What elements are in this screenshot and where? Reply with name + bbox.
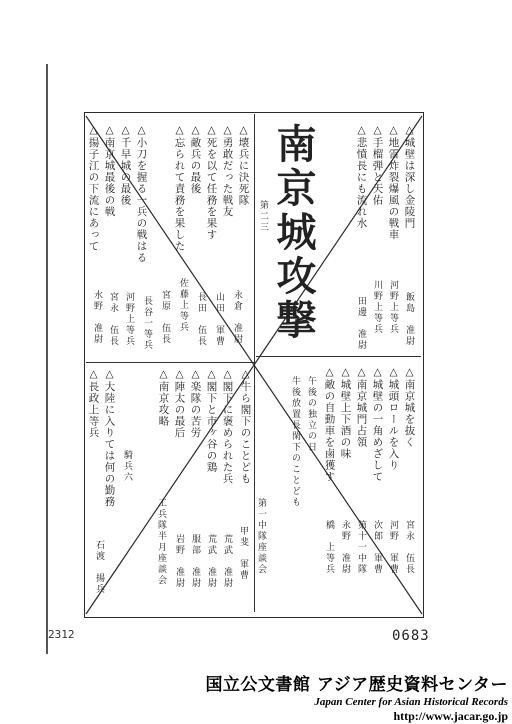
byline: 荒武 准尉 [222,534,232,589]
byline: 佐藤上等兵 [178,278,188,333]
text-column: △牛ら閣下のことども [239,368,252,485]
byline: 甲斐 軍曹 [238,526,248,581]
text-column: △悲憤長にも流れ水 [355,124,368,229]
section-marker: 第二三 [258,200,268,233]
reference-number: 2312 [48,628,75,641]
page-edge [46,64,48,654]
page-number: 0683 [392,628,430,644]
byline: 岩野 准尉 [174,534,184,589]
text-column: △壊兵に決死隊 [237,124,250,206]
section-marker: 騎兵六 [122,450,132,483]
byline: 永倉 准尉 [232,290,242,345]
text-column: △勇敢だった戦友 [221,124,234,218]
byline: 服部 准尉 [190,534,200,589]
text-column: △南京城を抜く [403,366,416,448]
text-column: △閣下に褒められた兵 [221,368,234,485]
byline: 田邊 准尉 [356,296,366,351]
text-column: △南京城最後の戦 [103,124,116,218]
byline: 宮永 伍長 [108,292,118,347]
byline: 河野上等兵 [124,292,134,347]
archive-name-en: Japan Center for Asian Historical Records [314,696,508,708]
text-column: 午後の独立の日 [306,376,316,453]
text-column: △閣下と市ヶ谷の鶏 [205,368,218,473]
archive-footer [190,670,508,723]
text-column: △死を以て任務を果す [205,124,218,241]
byline: 河野 軍曹 [388,520,398,575]
byline: 宮永 伍長 [404,520,414,575]
text-column: △揚子江の下流にあって [87,124,100,252]
text-column: △千早城の最後 [119,124,132,206]
byline: 第十一中隊 [356,520,366,575]
byline: 永野 准尉 [340,520,350,575]
byline: 長田 伍長 [196,292,206,347]
byline: 工兵隊半月座談会 [156,498,166,586]
text-column: △城頭ロールを入り [387,366,400,471]
page-title: 南京城攻撃 [270,123,317,343]
byline: 川野上等兵 [372,280,382,335]
text-column: △城壁は深し金陵門 [403,124,416,229]
text-column: △地雷炸裂爆風の戦車 [387,124,400,241]
text-column: △手榴弾と天佑 [371,124,384,206]
text-column: △大陸に入りては何の勤務 [103,368,116,508]
text-column: △敵の自動車を鹵獲す [323,366,336,483]
text-column: 牛後放置長閑下のことども [290,376,300,508]
text-column: △小刀を握る一兵の戦はる [135,124,148,264]
archive-url: http://www.jacar.go.jp [393,709,508,723]
text-column: △南京攻略 [157,368,170,427]
byline: 宮原 伍長 [160,290,170,345]
byline: 次郎 軍曹 [372,520,382,575]
byline: 石渡 揚兵 [94,540,104,595]
text-column: △城壁の一角めざして [371,366,384,483]
byline: 長谷一等兵 [142,296,152,351]
archive-name-jp: 国立公文書館 アジア歴史資料センター [205,675,508,695]
text-column: △忘られて責務を果した [173,124,186,252]
text-column: △敵兵の最後 [189,124,202,195]
text-column: △楽隊の苦労 [189,368,202,439]
byline: 水野 准尉 [92,290,102,345]
byline: 荒武 准尉 [206,534,216,589]
text-column: △長政上等兵 [87,368,100,439]
byline: 河野上等兵 [388,280,398,335]
byline: 飯島 准尉 [404,292,414,347]
byline: 橋 上等兵 [324,520,334,575]
text-column: △陣太の最后 [173,368,186,439]
text-column: △南京城門占領 [355,366,368,448]
text-column: △城壁上下酒の味 [339,366,352,460]
byline: 第一中隊座談会 [256,498,266,575]
byline: 山田 軍曹 [214,292,224,347]
